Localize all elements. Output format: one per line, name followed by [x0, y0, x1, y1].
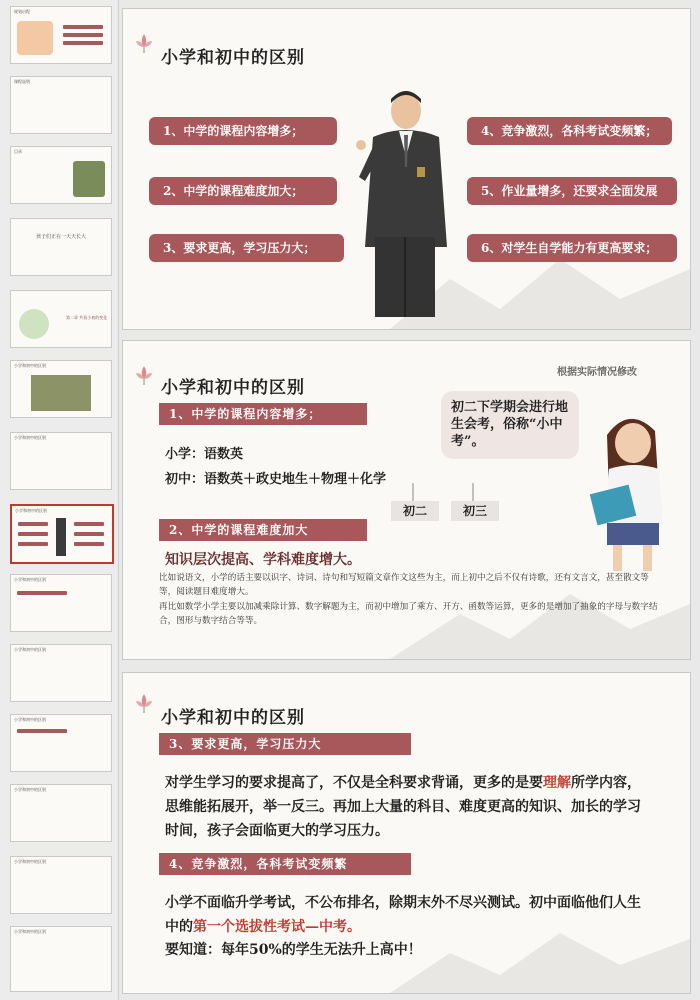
slide-title: 小学和初中的区别 — [161, 48, 305, 68]
grade-tag-3: 初三 — [451, 501, 499, 521]
slide-thumbnail-14[interactable]: 小学和初中的区别 — [10, 926, 112, 992]
lotus-icon — [133, 363, 155, 385]
lotus-icon — [133, 691, 155, 713]
slide-thumbnail-13[interactable]: 小学和初中的区别 — [10, 856, 112, 914]
difference-item-5: 5、作业量增多，还要求全面发展 — [467, 177, 677, 205]
pressure-paragraph: 对学生学习的要求提高了，不仅是全科要求背诵，更多的是要理解所学内容，思维能拓展开，举一反三。再加上大量的科目、难度更高的知识、加长的学习时间，孩子会面临更大的学习压力。 — [165, 775, 641, 839]
grade-tag-2: 初二 — [391, 501, 439, 521]
slide-thumbnail-11[interactable]: 小学和初中的区别 — [10, 714, 112, 772]
slide-thumbnail-7[interactable]: 小学和初中的区别 — [10, 432, 112, 490]
difference-item-1: 1、中学的课程内容增多； — [149, 117, 337, 145]
difference-item-4: 4、竞争激烈，各科考试变频繁； — [467, 117, 672, 145]
slide-thumbnail-5[interactable]: 第二章 共看小初的变化 — [10, 290, 112, 348]
chinese-example-paragraph: 比如说语文，小学的话主要以识字、诗词、诗句和写短篇文章作文这些为主，而上初中之后不仅有诗歌，还有文言文，甚至散文等等，阅读题目难度增大。 — [159, 573, 649, 597]
slide-thumbnail-4[interactable]: 孩子们正在一天天长大 — [10, 218, 112, 276]
slide-1[interactable] — [122, 8, 691, 330]
difference-item-6: 6、对学生自学能力有更高要求； — [467, 234, 677, 262]
slide-thumbnail-10[interactable]: 小学和初中的区别 — [10, 644, 112, 702]
section-header-2: 2、中学的课程难度加大 — [159, 519, 367, 541]
slide-title: 小学和初中的区别 — [161, 708, 305, 728]
slide-thumbnail-3[interactable]: 目录 — [10, 146, 112, 204]
middle-subjects: 初中：语数英＋政史地生＋物理＋化学 — [165, 472, 387, 487]
section-header-1: 1、中学的课程内容增多； — [159, 403, 367, 425]
primary-subjects: 小学：语数英 — [165, 447, 244, 462]
slide-thumbnail-8[interactable]: 小学和初中的区别 — [10, 504, 114, 564]
difference-item-2: 2、中学的课程难度加大； — [149, 177, 337, 205]
statistic-line: 要知道：每年50%的学生无法升上高中！ — [165, 942, 422, 958]
slide-thumbnail-panel — [0, 0, 119, 1000]
understand-highlight: 理解 — [543, 775, 571, 791]
connector-lines — [401, 481, 501, 503]
slide-3[interactable] — [122, 672, 691, 994]
section-header-4: 4、竞争激烈，各科考试变频繁 — [159, 853, 411, 875]
entrance-exam-highlight: 第一个选拔性考试—中考。 — [193, 919, 361, 935]
slide-title: 小学和初中的区别 — [161, 378, 305, 398]
math-example-paragraph: 再比如数学小学主要以加减乘除计算、数字解题为主，而初中增加了乘方、开方、函数等运算，更多的是增加了抽象的字母与数字结合，图形与数字结合等等。 — [159, 602, 658, 626]
slide-thumbnail-6[interactable]: 小学和初中的区别 — [10, 360, 112, 418]
speech-bubble: 初二下学期会进行地生会考，俗称“小中考”。 — [441, 391, 579, 459]
section-header-3: 3、要求更高，学习压力大 — [159, 733, 411, 755]
slide-thumbnail-9[interactable]: 小学和初中的区别 — [10, 574, 112, 632]
edit-note: 根据实际情况修改 — [557, 367, 637, 378]
slide-editor-area — [118, 0, 700, 1000]
lotus-icon — [133, 31, 155, 53]
slide-2[interactable] — [122, 340, 691, 660]
difference-item-3: 3、要求更高，学习压力大； — [149, 234, 344, 262]
competition-paragraph: 小学不面临升学考试，不公布排名，除期末外不尽兴测试。初中面临他们人生中的第一个选拔性考试—中考。 — [165, 895, 641, 935]
teacher-illustration — [351, 87, 461, 327]
difficulty-highlight: 知识层次提高、学科难度增大。 — [165, 552, 361, 568]
slide-thumbnail-2[interactable]: 课程说明 — [10, 76, 112, 134]
slide-thumbnail-12[interactable]: 小学和初中的区别 — [10, 784, 112, 842]
slide-thumbnail-1[interactable]: 规划启程 — [10, 6, 112, 64]
student-girl-illustration — [589, 405, 679, 575]
